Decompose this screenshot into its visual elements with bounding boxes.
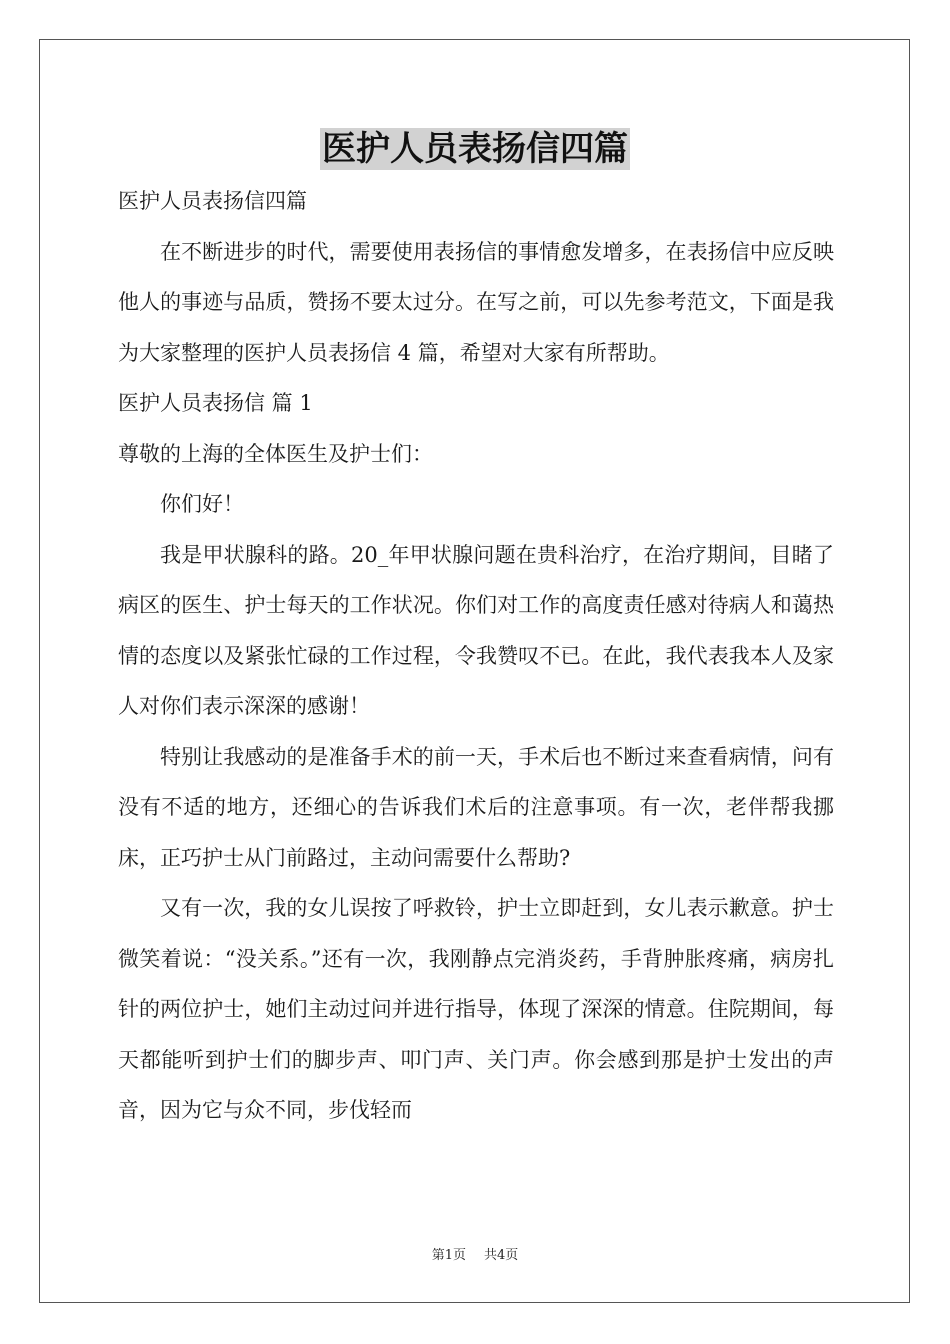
section-heading: 医护人员表扬信 篇 1 bbox=[118, 391, 313, 415]
salutation: 尊敬的上海的全体医生及护士们： bbox=[118, 441, 433, 466]
paragraph: 特别让我感动的是准备手术的前一天，手术后也不断过来查看病情，问有没有不适的地方，还细心的告诉我们术后的注意事项。有一次，老伴帮我挪床，正巧护士从门前路过，主动问需要什么帮助? bbox=[118, 744, 834, 870]
title-container bbox=[0, 128, 950, 170]
paragraph: 在不断进步的时代，需要使用表扬信的事情愈发增多，在表扬信中应反映他人的事迹与品质，赞扬不要太过分。在写之前，可以先参考范文，下面是我为大家整理的医护人员表扬信 4 篇，希望对大家有所帮助。 bbox=[118, 239, 834, 365]
paragraph: 我是甲状腺科的路。20_年甲状腺问题在贵科治疗，在治疗期间，目睹了病区的医生、护士每天的工作状况。你们对工作的高度责任感对待病人和蔼热情的态度以及紧张忙碌的工作过程，令我赞叹不已。在此，我代表我本人及家人对你们表示深深的感谢！ bbox=[118, 542, 834, 718]
document-body bbox=[118, 176, 834, 1136]
document-title: 医护人员表扬信四篇 bbox=[322, 129, 628, 169]
page-total: 共4页 bbox=[484, 1248, 519, 1263]
page-footer bbox=[0, 1247, 950, 1265]
paragraph: 医护人员表扬信四篇 bbox=[118, 189, 307, 213]
paragraph: 又有一次，我的女儿误按了呼救铃，护士立即赶到，女儿表示歉意。护士微笑着说：“没关系。”还有一次，我刚静点完消炎药，手背肿胀疼痛，病房扎针的两位护士，她们主动过问并进行指导，体现了深深的情意。住院期间，每天都能听到护士们的脚步声、叩门声、关门声。你会感到那是护士发出的声音，因为它与众不同，步伐轻而 bbox=[118, 896, 834, 1122]
greeting: 你们好！ bbox=[160, 492, 244, 516]
page-number: 第1页 bbox=[431, 1248, 466, 1263]
